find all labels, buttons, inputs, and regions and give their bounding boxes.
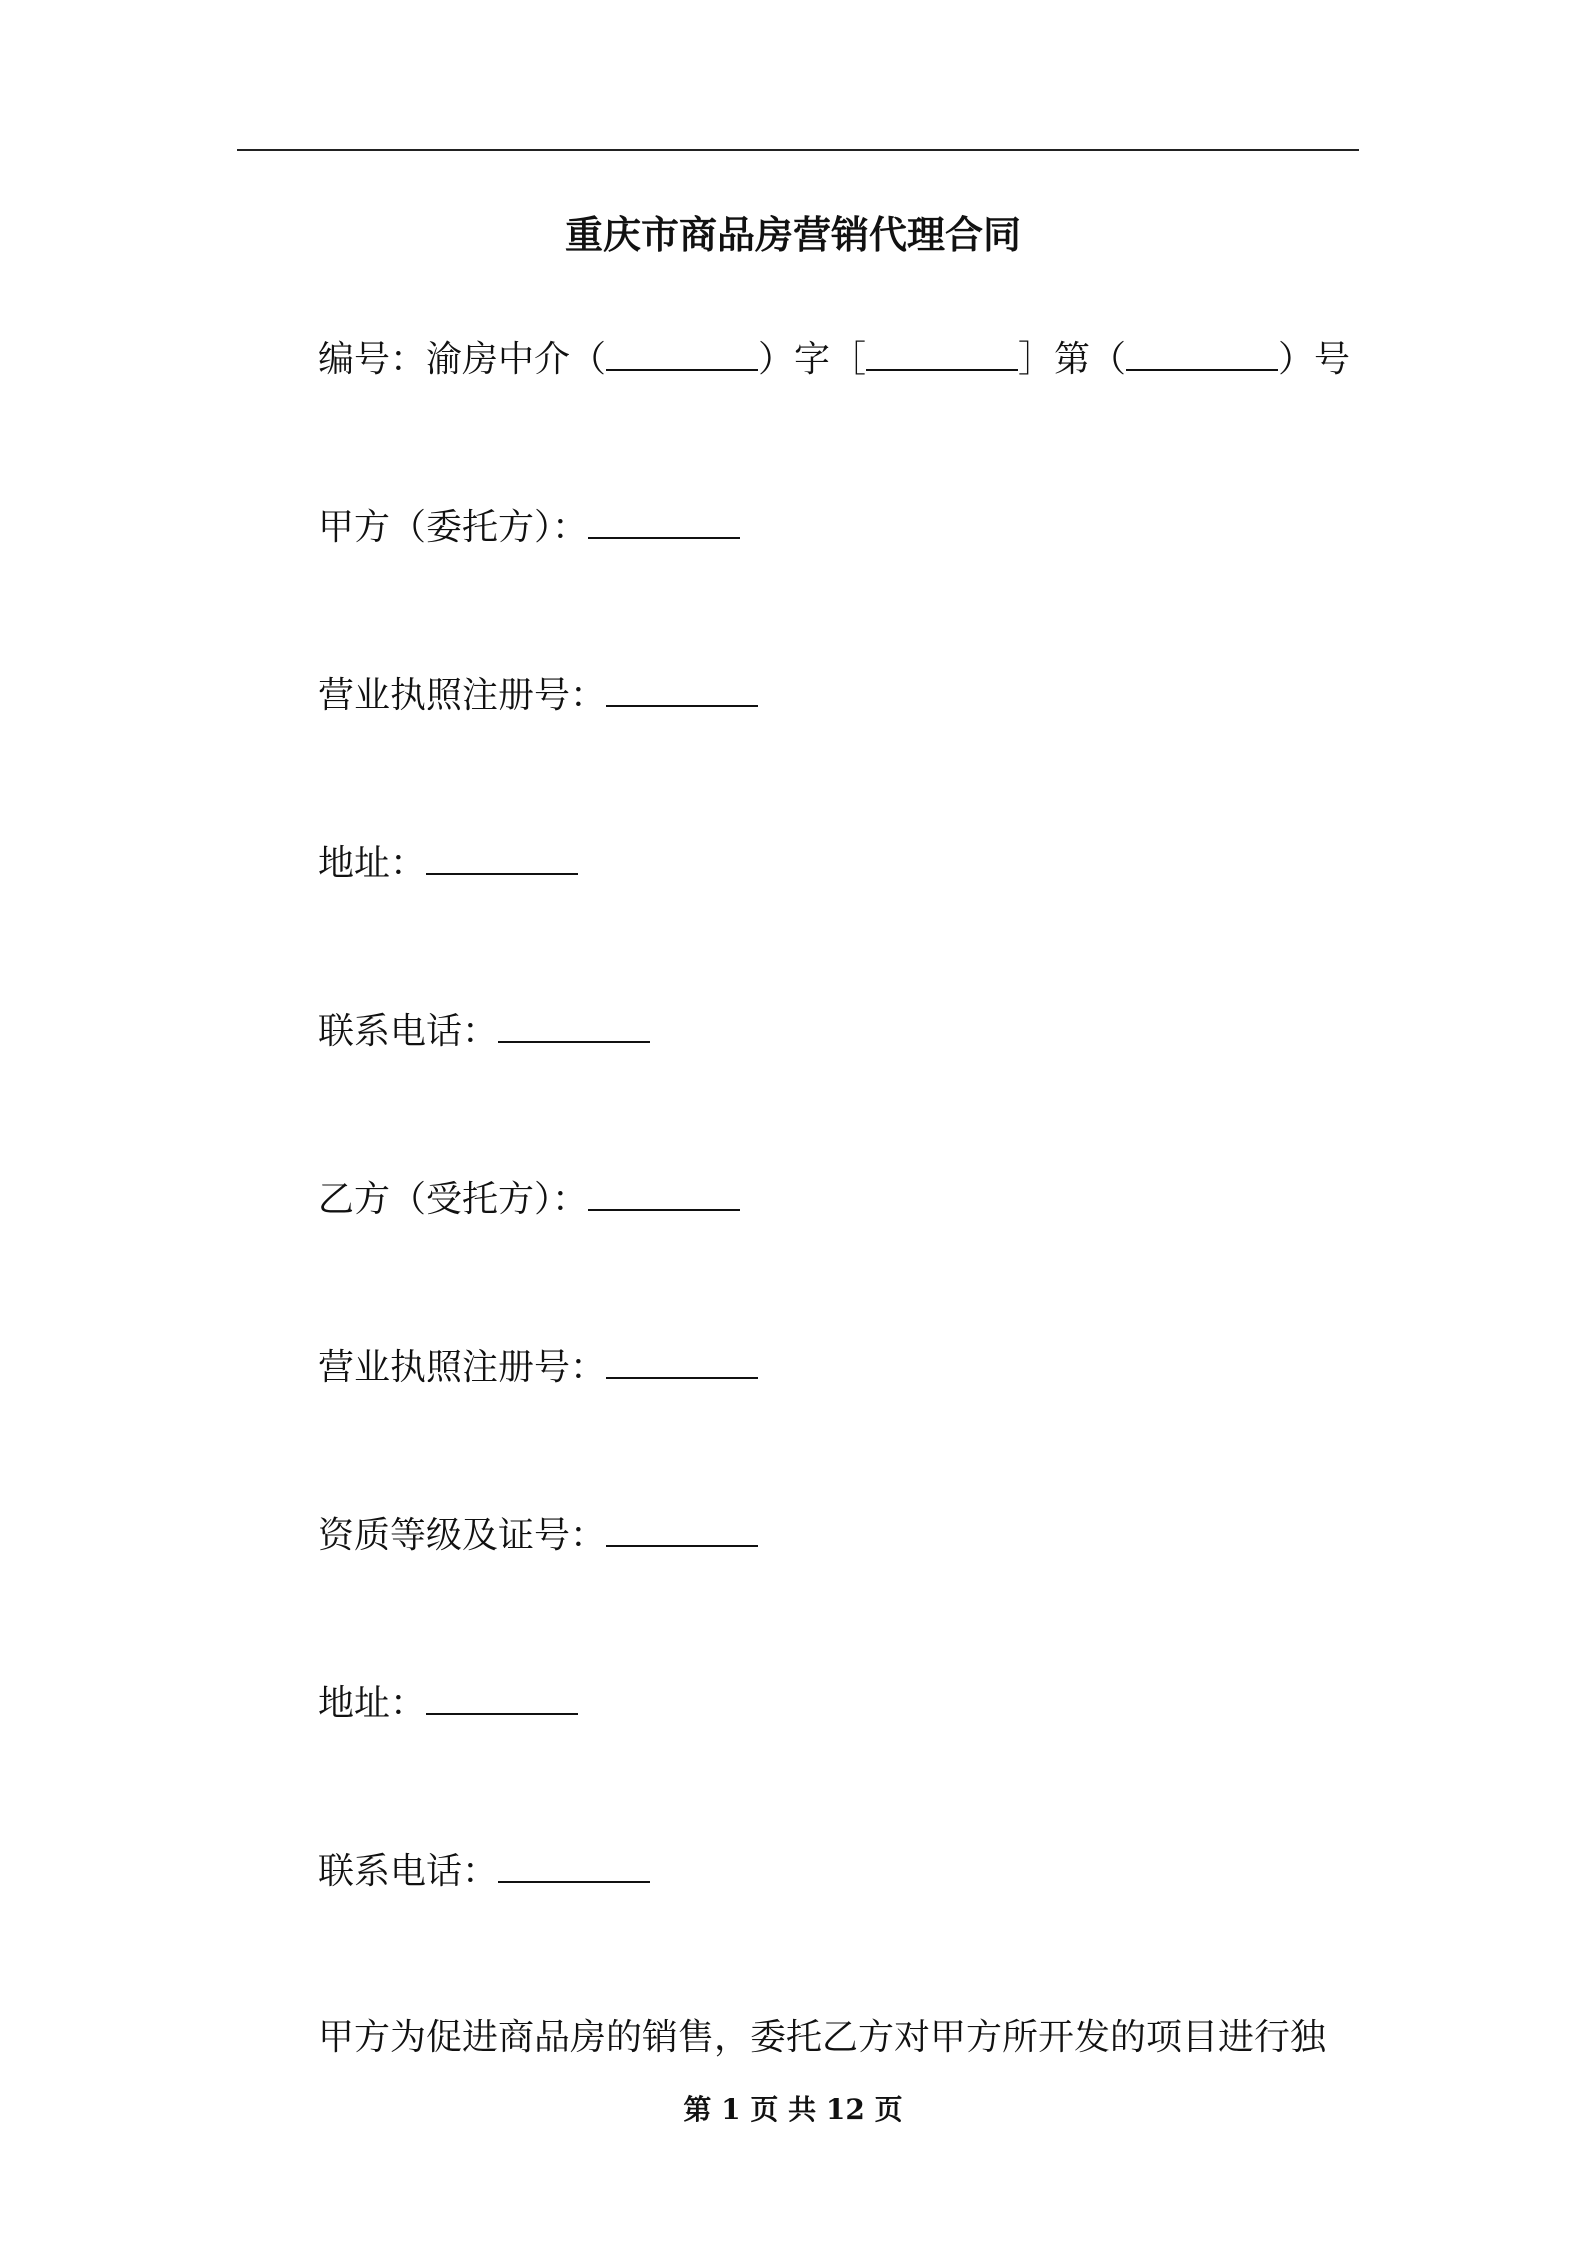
field-label: 资质等级及证号： <box>318 1515 607 1556</box>
field-party-a <box>318 503 740 553</box>
number-blank-3[interactable] <box>1126 337 1278 371</box>
field-blank[interactable] <box>498 1009 650 1043</box>
field-party-a-phone <box>318 1007 650 1057</box>
field-blank[interactable] <box>588 505 740 539</box>
page-footer <box>0 2090 1586 2130</box>
field-label: 营业执照注册号： <box>318 1347 607 1388</box>
field-label: 甲方（委托方）： <box>318 507 589 548</box>
field-label: 联系电话： <box>318 1011 499 1052</box>
number-suffix: ）号 <box>1278 339 1351 380</box>
number-part3: ］第（ <box>1018 339 1127 380</box>
page-number: 第 1 页 共 12 页 <box>683 2093 903 2126</box>
field-blank[interactable] <box>606 1513 758 1547</box>
field-label: 营业执照注册号： <box>318 675 607 716</box>
field-blank[interactable] <box>426 1681 578 1715</box>
number-blank-2[interactable] <box>866 337 1018 371</box>
field-blank[interactable] <box>606 1345 758 1379</box>
field-party-b-phone <box>318 1847 650 1897</box>
body-paragraph: 甲方为促进商品房的销售，委托乙方对甲方所开发的项目进行独 <box>318 2017 1327 2058</box>
field-party-a-license <box>318 671 758 721</box>
header-rule <box>237 149 1359 151</box>
field-party-b-address <box>318 1679 578 1729</box>
field-blank[interactable] <box>606 673 758 707</box>
field-party-b-qualification <box>318 1511 758 1561</box>
field-blank[interactable] <box>588 1177 740 1211</box>
number-prefix: 编号：渝房中介（ <box>318 339 607 380</box>
field-label: 乙方（受托方）： <box>318 1179 589 1220</box>
field-party-b <box>318 1175 740 1225</box>
number-blank-1[interactable] <box>606 337 758 371</box>
field-party-a-address <box>318 839 578 889</box>
field-party-b-license <box>318 1343 758 1393</box>
document-title: 重庆市商品房营销代理合同 <box>564 213 1021 257</box>
field-label: 地址： <box>318 1683 427 1724</box>
field-blank[interactable] <box>498 1849 650 1883</box>
field-label: 联系电话： <box>318 1851 499 1892</box>
number-part2: ）字［ <box>758 339 867 380</box>
contract-number-line <box>318 335 1350 385</box>
field-blank[interactable] <box>426 841 578 875</box>
field-label: 地址： <box>318 843 427 884</box>
